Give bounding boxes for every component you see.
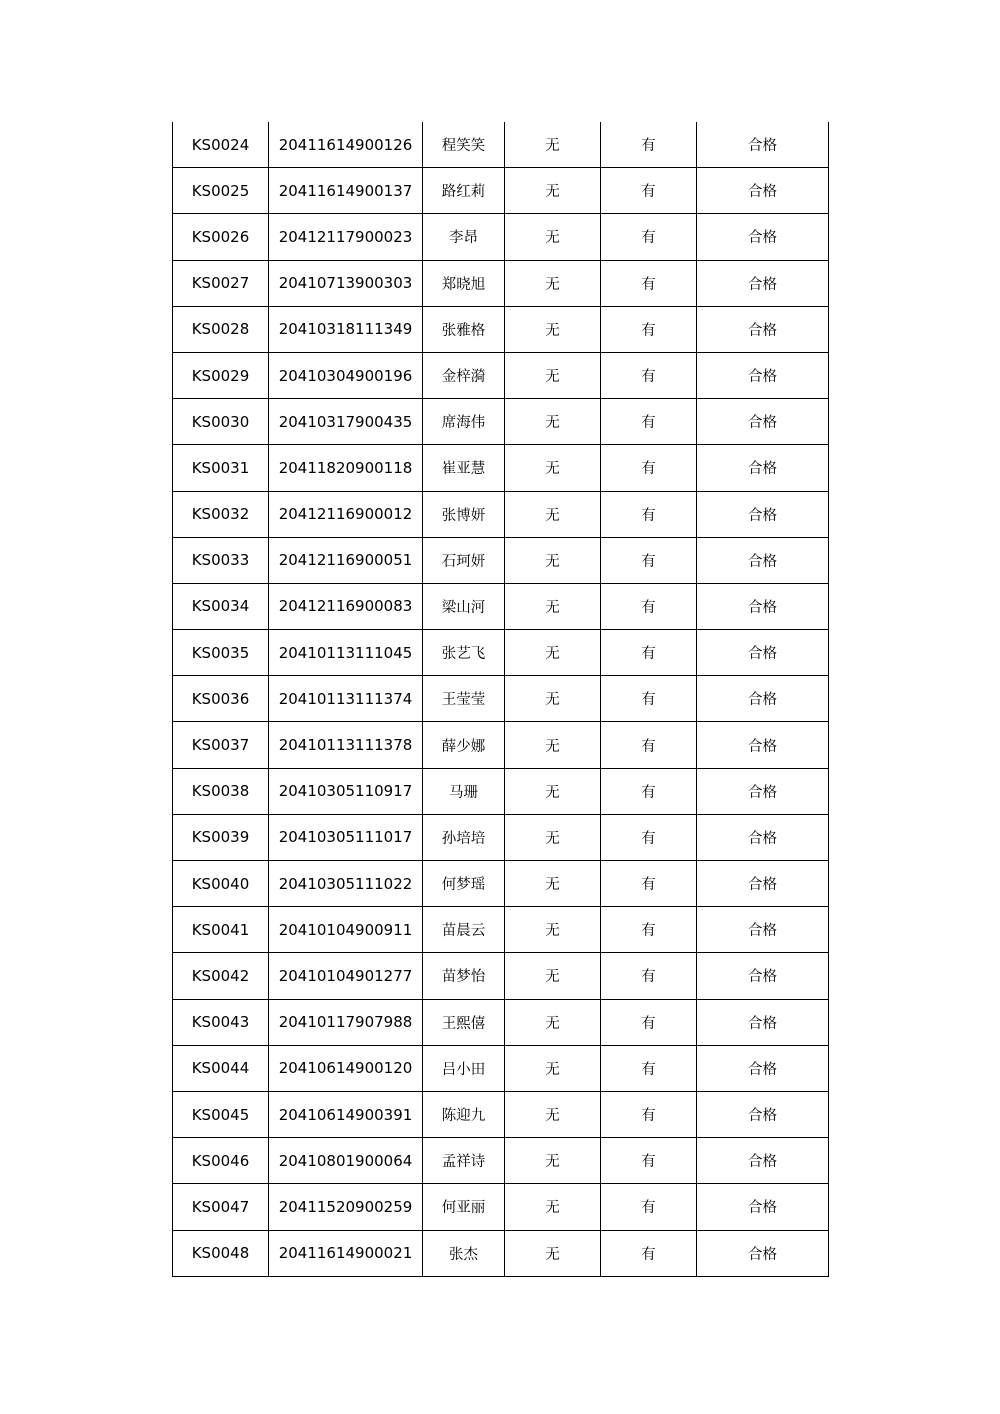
cell-col4: 无 [505, 122, 601, 168]
cell-name: 程笑笑 [423, 122, 505, 168]
cell-id: KS0044 [173, 1045, 269, 1091]
cell-id: KS0039 [173, 814, 269, 860]
cell-id: KS0030 [173, 399, 269, 445]
cell-id: KS0026 [173, 214, 269, 260]
cell-id: KS0046 [173, 1138, 269, 1184]
cell-result: 合格 [697, 630, 829, 676]
cell-result: 合格 [697, 537, 829, 583]
cell-id: KS0032 [173, 491, 269, 537]
table-row [173, 1230, 829, 1276]
cell-name: 张杰 [423, 1230, 505, 1276]
cell-result: 合格 [697, 168, 829, 214]
cell-result: 合格 [697, 214, 829, 260]
cell-id: KS0024 [173, 122, 269, 168]
cell-col5: 有 [601, 953, 697, 999]
cell-id: KS0042 [173, 953, 269, 999]
cell-col4: 无 [505, 445, 601, 491]
cell-result: 合格 [697, 352, 829, 398]
table-row [173, 1138, 829, 1184]
cell-name: 张博妍 [423, 491, 505, 537]
cell-name: 路红莉 [423, 168, 505, 214]
cell-name: 张雅格 [423, 306, 505, 352]
cell-result: 合格 [697, 999, 829, 1045]
cell-result: 合格 [697, 445, 829, 491]
cell-id: KS0025 [173, 168, 269, 214]
cell-col5: 有 [601, 814, 697, 860]
cell-col5: 有 [601, 583, 697, 629]
cell-id: KS0034 [173, 583, 269, 629]
cell-number: 20410113111374 [269, 676, 423, 722]
cell-id: KS0043 [173, 999, 269, 1045]
table-row [173, 768, 829, 814]
table-row [173, 999, 829, 1045]
cell-id: KS0045 [173, 1091, 269, 1137]
cell-col4: 无 [505, 907, 601, 953]
table-row [173, 583, 829, 629]
cell-col4: 无 [505, 491, 601, 537]
cell-number: 20412116900012 [269, 491, 423, 537]
cell-number: 20410117907988 [269, 999, 423, 1045]
cell-number: 20411614900137 [269, 168, 423, 214]
cell-col4: 无 [505, 306, 601, 352]
table-row [173, 306, 829, 352]
cell-number: 20411614900021 [269, 1230, 423, 1276]
cell-result: 合格 [697, 907, 829, 953]
table-body [173, 122, 829, 1276]
cell-number: 20410113111378 [269, 722, 423, 768]
cell-col4: 无 [505, 260, 601, 306]
cell-col5: 有 [601, 630, 697, 676]
cell-name: 吕小田 [423, 1045, 505, 1091]
cell-name: 席海伟 [423, 399, 505, 445]
cell-result: 合格 [697, 953, 829, 999]
table-row [173, 630, 829, 676]
cell-col4: 无 [505, 814, 601, 860]
cell-name: 王熙僖 [423, 999, 505, 1045]
cell-number: 20412116900083 [269, 583, 423, 629]
cell-result: 合格 [697, 1091, 829, 1137]
cell-col5: 有 [601, 907, 697, 953]
cell-number: 20410305111022 [269, 861, 423, 907]
cell-col5: 有 [601, 122, 697, 168]
cell-name: 陈迎九 [423, 1091, 505, 1137]
table-row [173, 1045, 829, 1091]
cell-col5: 有 [601, 1230, 697, 1276]
cell-col4: 无 [505, 630, 601, 676]
cell-col4: 无 [505, 768, 601, 814]
cell-result: 合格 [697, 122, 829, 168]
cell-name: 苗梦怡 [423, 953, 505, 999]
table-row [173, 1184, 829, 1230]
cell-number: 20410113111045 [269, 630, 423, 676]
cell-name: 何梦瑶 [423, 861, 505, 907]
cell-col4: 无 [505, 1230, 601, 1276]
cell-col4: 无 [505, 1184, 601, 1230]
table-row [173, 953, 829, 999]
cell-id: KS0040 [173, 861, 269, 907]
cell-name: 何亚丽 [423, 1184, 505, 1230]
cell-col5: 有 [601, 861, 697, 907]
cell-col4: 无 [505, 676, 601, 722]
cell-col5: 有 [601, 1045, 697, 1091]
cell-id: KS0027 [173, 260, 269, 306]
table-row [173, 214, 829, 260]
cell-number: 20410801900064 [269, 1138, 423, 1184]
cell-result: 合格 [697, 306, 829, 352]
cell-number: 20412117900023 [269, 214, 423, 260]
table-row [173, 1091, 829, 1137]
cell-col4: 无 [505, 583, 601, 629]
cell-number: 20410104900911 [269, 907, 423, 953]
cell-number: 20410305111017 [269, 814, 423, 860]
cell-id: KS0048 [173, 1230, 269, 1276]
table-row [173, 861, 829, 907]
cell-name: 梁山河 [423, 583, 505, 629]
table-row [173, 814, 829, 860]
table-row [173, 722, 829, 768]
cell-col5: 有 [601, 676, 697, 722]
cell-name: 薛少娜 [423, 722, 505, 768]
cell-col4: 无 [505, 722, 601, 768]
table-row [173, 907, 829, 953]
cell-number: 20412116900051 [269, 537, 423, 583]
cell-col5: 有 [601, 168, 697, 214]
cell-col4: 无 [505, 1138, 601, 1184]
cell-id: KS0033 [173, 537, 269, 583]
cell-col4: 无 [505, 861, 601, 907]
cell-col5: 有 [601, 445, 697, 491]
cell-id: KS0036 [173, 676, 269, 722]
table-row [173, 352, 829, 398]
cell-col5: 有 [601, 537, 697, 583]
cell-number: 20410305110917 [269, 768, 423, 814]
table-row [173, 399, 829, 445]
cell-result: 合格 [697, 1230, 829, 1276]
cell-name: 苗晨云 [423, 907, 505, 953]
cell-id: KS0029 [173, 352, 269, 398]
cell-number: 20411614900126 [269, 122, 423, 168]
cell-id: KS0037 [173, 722, 269, 768]
cell-col4: 无 [505, 953, 601, 999]
cell-col4: 无 [505, 168, 601, 214]
cell-number: 20410104901277 [269, 953, 423, 999]
cell-col5: 有 [601, 260, 697, 306]
table-row [173, 260, 829, 306]
table-row [173, 537, 829, 583]
cell-name: 郑晓旭 [423, 260, 505, 306]
cell-col4: 无 [505, 399, 601, 445]
cell-number: 20410614900391 [269, 1091, 423, 1137]
cell-name: 崔亚慧 [423, 445, 505, 491]
cell-col4: 无 [505, 537, 601, 583]
cell-result: 合格 [697, 260, 829, 306]
cell-number: 20410304900196 [269, 352, 423, 398]
cell-col5: 有 [601, 1091, 697, 1137]
cell-col5: 有 [601, 491, 697, 537]
cell-col5: 有 [601, 768, 697, 814]
cell-col5: 有 [601, 999, 697, 1045]
table-row [173, 168, 829, 214]
cell-name: 孙培培 [423, 814, 505, 860]
cell-col5: 有 [601, 399, 697, 445]
cell-number: 20410713900303 [269, 260, 423, 306]
cell-id: KS0041 [173, 907, 269, 953]
cell-col5: 有 [601, 1184, 697, 1230]
cell-name: 李昂 [423, 214, 505, 260]
cell-col5: 有 [601, 352, 697, 398]
cell-col5: 有 [601, 1138, 697, 1184]
cell-result: 合格 [697, 1045, 829, 1091]
cell-result: 合格 [697, 1138, 829, 1184]
cell-col4: 无 [505, 352, 601, 398]
cell-name: 石珂妍 [423, 537, 505, 583]
cell-result: 合格 [697, 861, 829, 907]
table-row [173, 676, 829, 722]
table-row [173, 491, 829, 537]
cell-number: 20411520900259 [269, 1184, 423, 1230]
cell-col5: 有 [601, 306, 697, 352]
cell-result: 合格 [697, 768, 829, 814]
cell-number: 20410614900120 [269, 1045, 423, 1091]
cell-result: 合格 [697, 399, 829, 445]
cell-name: 王莹莹 [423, 676, 505, 722]
cell-result: 合格 [697, 814, 829, 860]
cell-id: KS0047 [173, 1184, 269, 1230]
cell-id: KS0031 [173, 445, 269, 491]
cell-col5: 有 [601, 722, 697, 768]
cell-col4: 无 [505, 1091, 601, 1137]
table-row [173, 122, 829, 168]
cell-result: 合格 [697, 491, 829, 537]
table-row [173, 445, 829, 491]
cell-col4: 无 [505, 214, 601, 260]
cell-id: KS0038 [173, 768, 269, 814]
cell-result: 合格 [697, 583, 829, 629]
cell-col4: 无 [505, 1045, 601, 1091]
cell-number: 20410317900435 [269, 399, 423, 445]
cell-name: 金梓漪 [423, 352, 505, 398]
cell-id: KS0028 [173, 306, 269, 352]
cell-name: 马珊 [423, 768, 505, 814]
cell-number: 20410318111349 [269, 306, 423, 352]
cell-col5: 有 [601, 214, 697, 260]
cell-result: 合格 [697, 676, 829, 722]
cell-col4: 无 [505, 999, 601, 1045]
cell-result: 合格 [697, 1184, 829, 1230]
results-table [172, 122, 829, 1277]
cell-result: 合格 [697, 722, 829, 768]
cell-name: 孟祥诗 [423, 1138, 505, 1184]
cell-number: 20411820900118 [269, 445, 423, 491]
cell-id: KS0035 [173, 630, 269, 676]
cell-name: 张艺飞 [423, 630, 505, 676]
